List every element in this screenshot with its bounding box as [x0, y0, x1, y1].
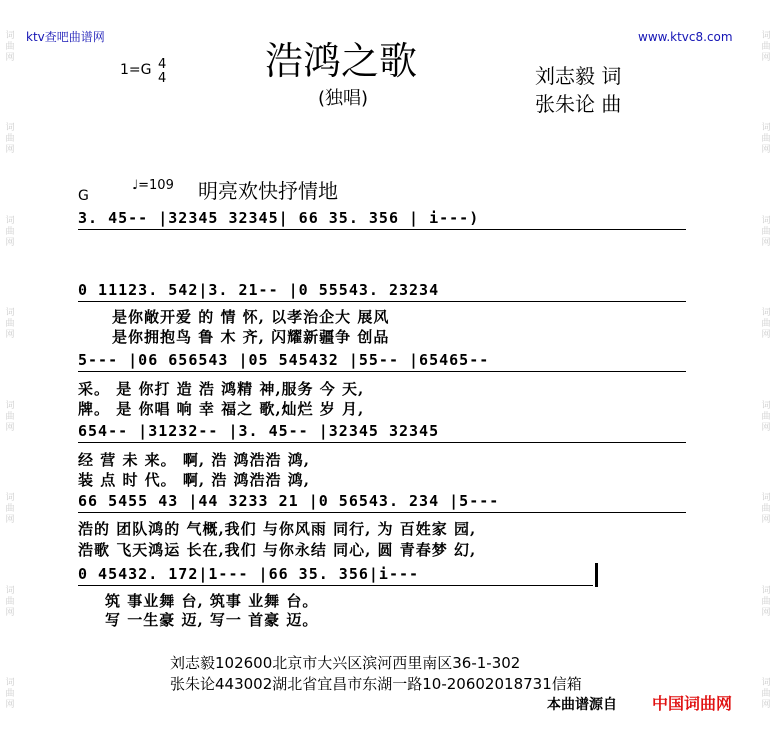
notation-row-1: 3. 45-- |32345 32345| 66 35. 356 | i---)	[78, 209, 686, 227]
lyrics-row-4-verse-2: 装 点 时 代。 啊, 浩 鸿浩浩 鸿,	[78, 471, 311, 489]
side-watermark-right: 词曲网 词曲网 词曲网 词曲网 词曲网 词曲网 词曲网 词曲网	[759, 29, 770, 711]
address-line-2: 张朱论443002湖北省宜昌市东湖一路10-20602018731信箱	[170, 675, 582, 693]
notation-row-2: 0 11123. 542|3. 21-- |0 55543. 23234	[78, 281, 686, 299]
tempo-marking: ♩=109	[132, 178, 174, 193]
expression-marking: 明亮欢快抒情地	[198, 179, 338, 203]
lyrics-row-3-verse-2: 牌。 是 你唱 响 幸 福之 歌,灿烂 岁 月,	[78, 400, 365, 418]
source-label: 本曲谱源自	[547, 697, 617, 713]
lyrics-row-6-verse-1: 筑 事业舞 台, 筑事 业舞 台。	[105, 592, 319, 610]
lyrics-row-2-verse-2: 是你拥抱鸟 鲁 木 齐, 闪耀新疆争 创品	[112, 328, 390, 346]
address-line-1: 刘志毅102600北京市大兴区滨河西里南区36-1-302	[170, 654, 521, 672]
composer-credit: 张朱论 曲	[535, 92, 622, 116]
time-signature: 4 4	[158, 57, 167, 86]
key-signature: 1=G	[120, 62, 152, 78]
notation-row-6: 0 45432. 172|1--- |66 35. 356|i---	[78, 565, 593, 583]
song-subtitle: (独唱)	[318, 88, 369, 109]
notation-row-4: 654-- |31232-- |3. 45-- |32345 32345	[78, 422, 686, 440]
lyrics-row-6-verse-2: 写 一生豪 迈, 写一 首豪 迈。	[105, 611, 319, 629]
notation-row-5: 66 5455 43 |44 3233 21 |0 56543. 234 |5---	[78, 492, 686, 510]
lyrics-row-4-verse-1: 经 营 未 来。 啊, 浩 鸿浩浩 鸿,	[78, 451, 311, 469]
lyrics-row-5-verse-2: 浩歌 飞天鸿运 长在,我们 与你永结 同心, 圆 青春梦 幻,	[78, 541, 477, 559]
lyrics-row-5-verse-1: 浩的 团队鸿的 气概,我们 与你风雨 同行, 为 百姓家 园,	[78, 520, 477, 538]
chord-symbol: G	[78, 188, 89, 204]
site-name-left[interactable]: ktv查吧曲谱网	[26, 30, 105, 44]
lyricist-credit: 刘志毅 词	[535, 64, 622, 88]
brand-link[interactable]: 中国词曲网	[652, 694, 733, 713]
side-watermark-left: 词曲网 词曲网 词曲网 词曲网 词曲网 词曲网 词曲网 词曲网	[3, 29, 14, 711]
lyrics-row-3-verse-1: 采。 是 你打 造 浩 鸿精 神,服务 今 天,	[78, 380, 365, 398]
final-barline	[595, 563, 598, 587]
notation-row-3: 5--- |06 656543 |05 545432 |55-- |65465--	[78, 351, 686, 369]
site-url-right[interactable]: www.ktvc8.com	[638, 30, 733, 44]
lyrics-row-2-verse-1: 是你敞开爱 的 情 怀, 以孝治企大 展风	[112, 308, 390, 326]
song-title: 浩鸿之歌	[265, 39, 418, 83]
